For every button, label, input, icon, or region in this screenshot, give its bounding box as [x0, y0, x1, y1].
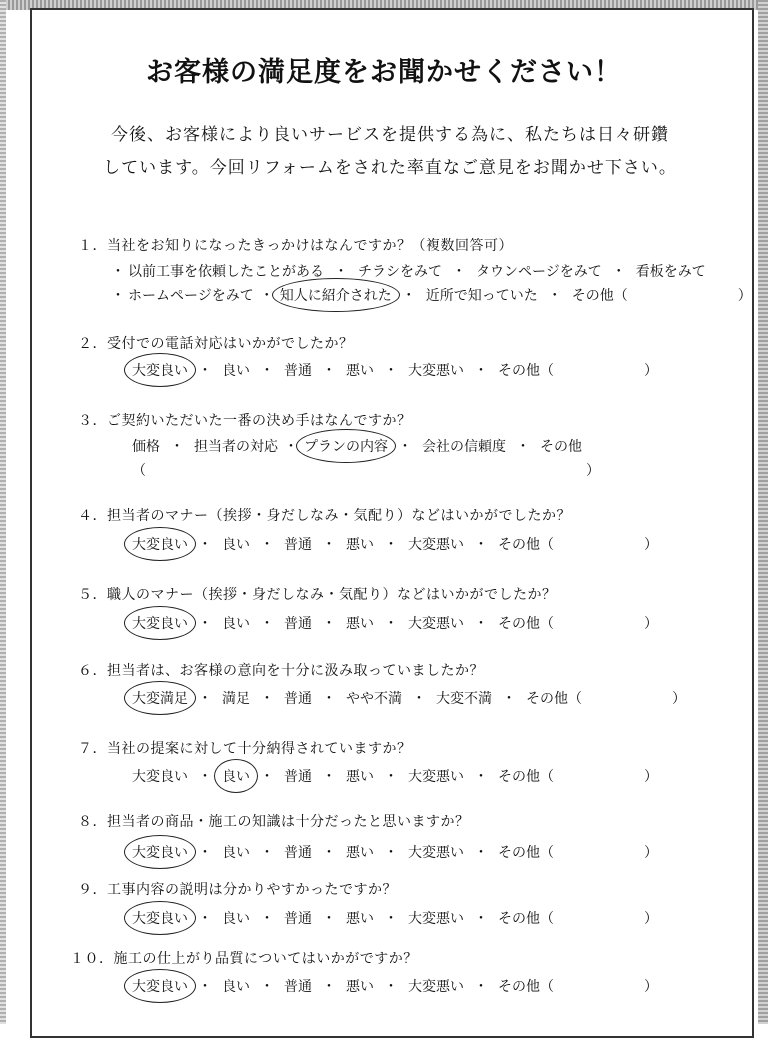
q3-option-staff-response[interactable]: 担当者の対応 [194, 439, 278, 455]
bullet: ・ [384, 363, 398, 379]
q10-option-good[interactable]: 良い [222, 979, 250, 995]
question-7-label: ７．当社の提案に対して十分納得されていますか？ [78, 741, 412, 757]
q2-option-very-good-label: 大変良い [132, 363, 188, 379]
q5-option-normal[interactable]: 普通 [284, 616, 312, 632]
bullet: ・ [384, 616, 398, 632]
q10-option-very-good-label: 大変良い [132, 979, 188, 995]
q3-option-other[interactable]: その他 [540, 439, 582, 455]
bullet: ・ [384, 769, 398, 785]
q5-option-very-bad[interactable]: 大変悪い [408, 616, 464, 632]
bullet: ・ [260, 691, 274, 707]
question-1-options-row-2 [108, 285, 752, 305]
q7-option-good[interactable] [222, 766, 250, 786]
bullet: ・ [170, 439, 184, 455]
bullet: ・ [322, 537, 336, 553]
close-paren: ） [644, 979, 658, 995]
q10-option-other[interactable]: その他（ [498, 979, 554, 995]
q3-option-price[interactable]: 価格 [132, 439, 160, 455]
q6-option-other[interactable]: その他（ [526, 691, 582, 707]
q5-option-other[interactable]: その他（ [498, 616, 554, 632]
q10-option-bad[interactable]: 悪い [346, 979, 374, 995]
q5-option-very-good[interactable] [132, 613, 188, 633]
q9-option-very-bad[interactable]: 大変悪い [408, 911, 464, 927]
q7-option-very-good[interactable]: 大変良い [132, 769, 188, 785]
question-6-options [132, 688, 686, 708]
question-3-label: ３．ご契約いただいた一番の決め手はなんですか？ [78, 413, 412, 429]
q7-option-bad[interactable]: 悪い [346, 769, 374, 785]
q7-option-good-label: 良い [222, 769, 250, 785]
bullet: ・ [260, 537, 274, 553]
q10-option-very-bad[interactable]: 大変悪い [408, 979, 464, 995]
bullet: ・ [322, 979, 336, 995]
close-paren: ） [644, 363, 658, 379]
question-4-options [132, 534, 658, 554]
open-paren: （ [132, 463, 146, 479]
q3-option-reliability[interactable]: 会社の信頼度 [422, 439, 506, 455]
q7-option-very-bad[interactable]: 大変悪い [408, 769, 464, 785]
question-10-options [132, 976, 658, 996]
bullet: ・ [111, 264, 125, 280]
question-3-other-field[interactable] [132, 460, 600, 480]
q8-option-good[interactable]: 良い [222, 845, 250, 861]
q10-option-very-good[interactable] [132, 976, 188, 996]
question-5-options [132, 613, 658, 633]
close-paren: ） [672, 691, 686, 707]
bullet: ・ [111, 288, 125, 304]
q8-option-very-bad[interactable]: 大変悪い [408, 845, 464, 861]
q6-option-normal[interactable]: 普通 [284, 691, 312, 707]
q4-option-other[interactable]: その他（ [498, 537, 554, 553]
bullet: ・ [260, 979, 274, 995]
q9-option-very-good-label: 大変良い [132, 911, 188, 927]
bullet: ・ [260, 616, 274, 632]
intro-line-1: 今後、お客様により良いサービスを提供する為に、私たちは日々研鑽 [111, 125, 669, 145]
bullet: ・ [322, 616, 336, 632]
question-10-label: １０．施工の仕上がり品質についてはいかがですか？ [70, 951, 418, 967]
q5-option-bad[interactable]: 悪い [346, 616, 374, 632]
q9-option-normal[interactable]: 普通 [284, 911, 312, 927]
survey-title: お客様の満足度をお聞かせください！ [146, 57, 622, 88]
question-9-label: ９．工事内容の説明は分かりやすかったですか？ [78, 882, 397, 898]
q2-option-bad[interactable]: 悪い [346, 363, 374, 379]
bullet: ・ [260, 911, 274, 927]
bullet: ・ [322, 363, 336, 379]
bullet: ・ [502, 691, 516, 707]
bullet: ・ [198, 769, 212, 785]
bullet: ・ [474, 769, 488, 785]
q4-option-very-good[interactable] [132, 534, 188, 554]
bullet: ・ [198, 845, 212, 861]
q8-option-bad[interactable]: 悪い [346, 845, 374, 861]
question-4-label: ４．担当者のマナー（挨拶・身だしなみ・気配り）などはいかがでしたか？ [78, 508, 571, 524]
q1-option-signboard[interactable]: 看板をみて [635, 264, 706, 280]
q1-option-homepage[interactable]: ホームページをみて [128, 288, 254, 304]
q2-option-normal[interactable]: 普通 [284, 363, 312, 379]
bullet: ・ [398, 439, 412, 455]
scan-edge-right [758, 0, 768, 1024]
q1-option-referral-label: 知人に紹介された [279, 288, 392, 304]
bullet: ・ [474, 911, 488, 927]
q8-option-other[interactable]: その他（ [498, 845, 554, 861]
bullet: ・ [412, 691, 426, 707]
question-5-label: ５．職人のマナー（挨拶・身だしなみ・気配り）などはいかがでしたか？ [78, 587, 557, 603]
q1-option-townpage[interactable]: タウンページをみて [476, 264, 602, 280]
q8-option-very-good-label: 大変良い [132, 845, 188, 861]
bullet: ・ [322, 691, 336, 707]
bullet: ・ [474, 537, 488, 553]
question-3-options [132, 436, 582, 456]
q2-option-very-good[interactable] [132, 360, 188, 380]
bullet: ・ [474, 616, 488, 632]
q6-option-very-satisfied-label: 大変満足 [132, 691, 188, 707]
bullet: ・ [260, 363, 274, 379]
q6-option-very-unsatisfied[interactable]: 大変不満 [436, 691, 492, 707]
question-8-options [132, 842, 658, 862]
q1-option-referral[interactable] [280, 285, 392, 305]
q8-option-normal[interactable]: 普通 [284, 845, 312, 861]
close-paren: ） [586, 463, 600, 479]
q2-option-good[interactable]: 良い [222, 363, 250, 379]
q5-option-good[interactable]: 良い [222, 616, 250, 632]
bullet: ・ [198, 616, 212, 632]
question-8-label: ８．担当者の商品・施工の知識は十分だったと思いますか？ [78, 814, 470, 830]
bullet: ・ [474, 979, 488, 995]
bullet: ・ [547, 288, 562, 304]
scan-edge-left [0, 0, 6, 1024]
bullet: ・ [334, 264, 348, 280]
bullet: ・ [322, 769, 336, 785]
intro-line-2: しています。今回リフォームをされた率直なご意見をお聞かせ下さい。 [103, 158, 677, 178]
bullet: ・ [260, 845, 274, 861]
bullet: ・ [474, 845, 488, 861]
q1-option-neighborhood[interactable]: 近所で知っていた [425, 288, 538, 304]
bullet: ・ [384, 537, 398, 553]
bullet: ・ [322, 845, 336, 861]
close-paren: ） [737, 288, 752, 304]
q9-option-good[interactable]: 良い [222, 911, 250, 927]
question-1-label: １．当社をお知りになったきっかけはなんですか？（複数回答可） [78, 238, 513, 254]
question-7-options [132, 766, 658, 786]
q4-option-bad[interactable]: 悪い [346, 537, 374, 553]
question-2-label: ２．受付での電話対応はいかがでしたか？ [78, 336, 354, 352]
question-1-options-row-1 [108, 261, 706, 281]
close-paren: ） [644, 537, 658, 553]
q3-option-plan-label: プランの内容 [304, 439, 388, 455]
close-paren: ） [644, 769, 658, 785]
q8-option-very-good[interactable] [132, 842, 188, 862]
q9-option-very-good[interactable] [132, 908, 188, 928]
bullet: ・ [384, 845, 398, 861]
q9-option-other[interactable]: その他（ [498, 911, 554, 927]
q4-option-good[interactable]: 良い [222, 537, 250, 553]
question-9-options [132, 908, 658, 928]
bullet: ・ [322, 911, 336, 927]
bullet: ・ [198, 979, 212, 995]
q2-option-very-bad[interactable]: 大変悪い [408, 363, 464, 379]
q4-option-normal[interactable]: 普通 [284, 537, 312, 553]
q7-option-other[interactable]: その他（ [498, 769, 554, 785]
bullet: ・ [474, 363, 488, 379]
bullet: ・ [198, 911, 212, 927]
bullet: ・ [401, 288, 416, 304]
q9-option-bad[interactable]: 悪い [346, 911, 374, 927]
bullet: ・ [198, 537, 212, 553]
bullet: ・ [198, 691, 212, 707]
q5-option-very-good-label: 大変良い [132, 616, 188, 632]
q2-option-other[interactable]: その他（ [498, 363, 554, 379]
q1-option-flyer[interactable]: チラシをみて [358, 264, 442, 280]
bullet: ・ [516, 439, 530, 455]
question-2-options [132, 360, 658, 380]
bullet: ・ [284, 439, 298, 455]
bullet: ・ [260, 769, 274, 785]
close-paren: ） [644, 616, 658, 632]
q6-option-satisfied[interactable]: 満足 [222, 691, 250, 707]
q4-option-very-bad[interactable]: 大変悪い [408, 537, 464, 553]
bullet: ・ [452, 264, 466, 280]
q4-option-very-good-label: 大変良い [132, 537, 188, 553]
question-6-label: ６．担当者は、お客様の意向を十分に汲み取っていましたか？ [78, 663, 484, 679]
q3-option-plan[interactable] [304, 436, 388, 456]
q6-option-very-satisfied[interactable] [132, 688, 188, 708]
close-paren: ） [644, 845, 658, 861]
q10-option-normal[interactable]: 普通 [284, 979, 312, 995]
q7-option-normal[interactable]: 普通 [284, 769, 312, 785]
q1-option-other[interactable]: その他（ [571, 288, 628, 304]
close-paren: ） [644, 911, 658, 927]
bullet: ・ [611, 264, 626, 280]
q6-option-somewhat-unsatisfied[interactable]: やや不満 [346, 691, 402, 707]
bullet: ・ [259, 288, 274, 304]
bullet: ・ [198, 363, 212, 379]
bullet: ・ [384, 979, 398, 995]
q1-option-previous-work[interactable]: 以前工事を依頼したことがある [128, 264, 324, 280]
bullet: ・ [384, 911, 398, 927]
